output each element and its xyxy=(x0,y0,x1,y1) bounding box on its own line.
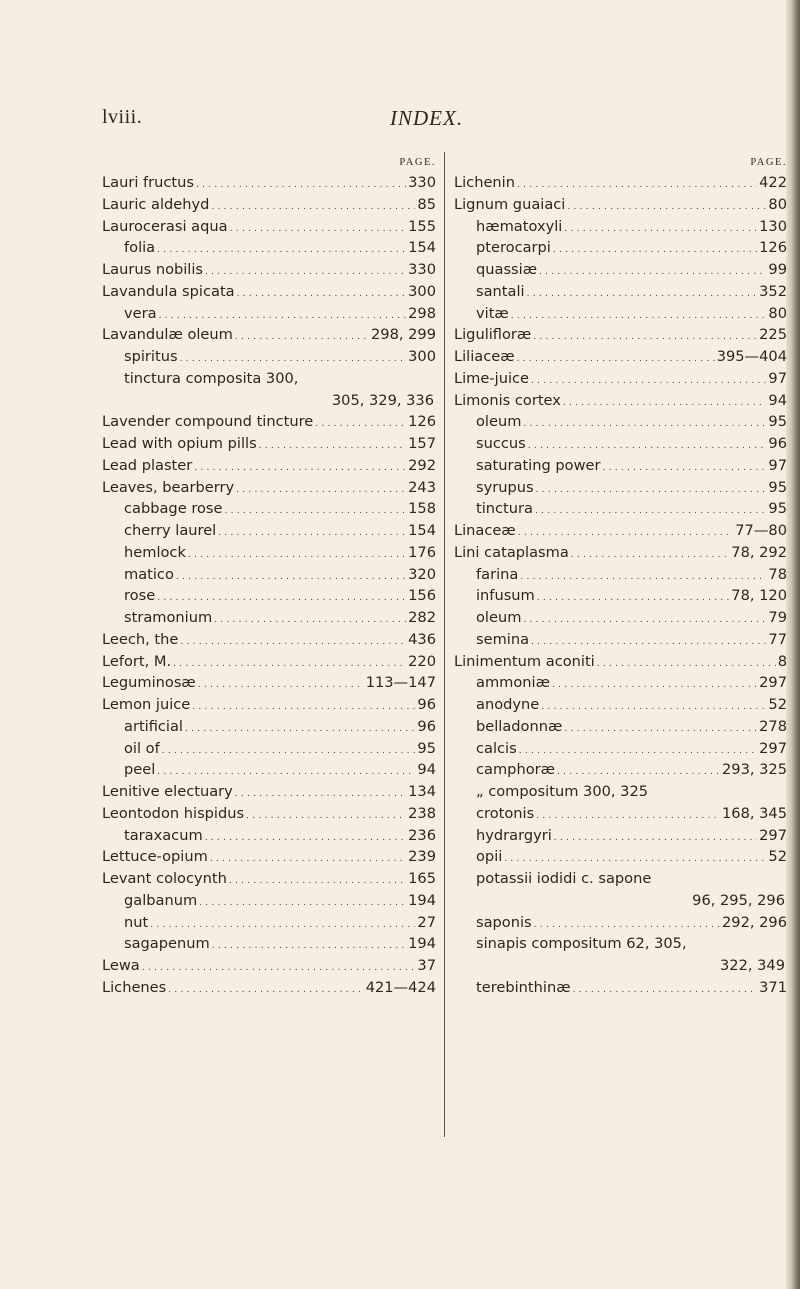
index-entry xyxy=(102,781,436,803)
entry-term: infusum xyxy=(476,587,535,605)
dot-leader xyxy=(534,912,720,934)
entry-page-ref: 96 xyxy=(417,717,436,735)
dot-leader xyxy=(259,433,406,455)
entry-page-ref: 239 xyxy=(408,848,436,866)
entry-term: tinctura xyxy=(476,500,533,518)
entry-term: oleum xyxy=(476,413,522,431)
dot-leader xyxy=(210,846,406,868)
dot-leader xyxy=(557,759,720,781)
page-column-label: PAGE. xyxy=(750,157,787,168)
index-entry xyxy=(454,194,787,216)
index-entry xyxy=(102,259,436,281)
dot-leader xyxy=(212,933,406,955)
index-entry xyxy=(454,237,787,259)
entry-page-ref: 154 xyxy=(408,239,436,257)
entry-term: peel xyxy=(124,761,156,779)
index-entry xyxy=(102,933,436,955)
dot-leader xyxy=(157,237,406,259)
dot-leader xyxy=(185,716,415,738)
index-entry xyxy=(454,759,787,781)
entry-page-ref: 157 xyxy=(408,435,436,452)
entry-term: Lavandula spicata xyxy=(102,282,235,300)
entry-term: saturating power xyxy=(476,456,601,474)
entry-term: sagapenum xyxy=(124,935,210,953)
entry-page-ref: 113—147 xyxy=(365,674,436,692)
entry-page-ref: 79 xyxy=(768,609,787,626)
entry-term: Lignum guaiaci xyxy=(454,195,566,213)
entry-term: terebinthinæ xyxy=(476,978,571,996)
entry-term: Laurus nobilis xyxy=(102,261,204,278)
index-entry xyxy=(102,281,436,303)
entry-term: stramonium xyxy=(124,609,213,626)
entry-term: sinapis compositum 62, 305, xyxy=(476,935,687,953)
entry-page-ref: 292 xyxy=(408,456,436,474)
entry-term: Lavandulæ oleum xyxy=(102,326,233,344)
dot-leader xyxy=(533,324,757,346)
index-entry xyxy=(454,803,787,825)
dot-leader xyxy=(162,738,416,760)
entry-term: anodyne xyxy=(476,696,540,713)
entry-term: tinctura composita 300, xyxy=(124,369,299,387)
entry-term: succus xyxy=(476,435,526,452)
index-entry xyxy=(454,564,787,586)
page-column-label: PAGE. xyxy=(399,157,436,168)
index-entry xyxy=(102,846,436,868)
entry-term: taraxacum xyxy=(124,826,203,844)
entry-page-ref: 300 xyxy=(408,282,436,300)
entry-term: rose xyxy=(124,587,156,605)
index-entry xyxy=(454,390,787,412)
page-edge-shadow xyxy=(786,0,800,1289)
entry-term: Leontodon hispidus xyxy=(102,804,245,822)
dot-leader xyxy=(315,411,406,433)
index-entry xyxy=(102,564,436,586)
dot-leader xyxy=(564,216,757,238)
dot-leader xyxy=(523,607,766,629)
index-entry xyxy=(102,455,436,477)
index-entry xyxy=(454,542,787,564)
entry-term: Ligulifloræ xyxy=(454,326,532,344)
entry-term: vera xyxy=(124,304,157,322)
entry-page-ref: 27 xyxy=(417,913,436,931)
entry-term: Lead with opium pills xyxy=(102,435,257,452)
index-entry xyxy=(454,346,787,368)
dot-leader xyxy=(246,803,406,825)
dot-leader xyxy=(211,194,415,216)
dot-leader xyxy=(159,303,407,325)
entry-page-ref: 96 xyxy=(768,435,787,452)
entry-page-ref: 95 xyxy=(417,739,436,757)
index-entry xyxy=(102,303,436,325)
entry-term: 305, 329, 336 xyxy=(331,391,434,409)
entry-term: 322, 349 xyxy=(720,957,785,974)
dot-leader xyxy=(511,303,767,325)
index-entry xyxy=(454,933,787,955)
entry-page-ref: 126 xyxy=(408,413,436,431)
entry-page-ref: 282 xyxy=(408,609,436,626)
entry-page-ref: 155 xyxy=(408,217,436,235)
entry-term: vitæ xyxy=(476,304,509,322)
entry-term: calcis xyxy=(476,739,517,757)
dot-leader xyxy=(552,672,757,694)
entry-term: quassiæ xyxy=(476,261,538,278)
entry-page-ref: 77 xyxy=(768,630,787,648)
index-column-left xyxy=(102,157,436,999)
index-entry xyxy=(454,868,787,890)
entry-term: Lime-juice xyxy=(454,369,530,387)
dot-leader xyxy=(528,433,767,455)
entry-term: syrupus xyxy=(476,478,534,496)
running-title: INDEX. xyxy=(390,106,464,130)
entry-term: Leech, the xyxy=(102,630,179,648)
entry-page-ref: 330 xyxy=(408,261,436,278)
entry-term: Linaceæ xyxy=(454,522,516,539)
entry-page-ref: 352 xyxy=(759,282,787,300)
dot-leader xyxy=(573,977,758,999)
dot-leader xyxy=(518,520,734,542)
dot-leader xyxy=(517,346,715,368)
index-entry xyxy=(454,585,787,607)
index-entry xyxy=(454,694,787,716)
dot-leader xyxy=(504,846,766,868)
dot-leader xyxy=(194,455,406,477)
index-entry xyxy=(454,259,787,281)
index-entry xyxy=(102,390,436,412)
entry-page-ref: 297 xyxy=(759,826,787,844)
entry-term: ammoniæ xyxy=(476,674,550,692)
dot-leader xyxy=(235,781,406,803)
index-entry xyxy=(454,216,787,238)
dot-leader xyxy=(180,346,407,368)
index-entry xyxy=(454,890,787,912)
dot-leader xyxy=(236,477,406,499)
dot-leader xyxy=(230,216,407,238)
running-header xyxy=(102,106,742,136)
dot-leader xyxy=(531,629,766,651)
entry-term: artificial xyxy=(124,717,183,735)
index-entry xyxy=(454,738,787,760)
index-entry xyxy=(102,324,436,346)
entry-page-ref: 278 xyxy=(759,717,787,735)
index-entry xyxy=(454,607,787,629)
entry-page-ref: 293, 325 xyxy=(722,761,787,779)
entry-term: saponis xyxy=(476,913,532,931)
index-entry xyxy=(454,172,787,194)
entry-page-ref: 298 xyxy=(408,304,436,322)
entry-term: potassii iodidi c. sapone xyxy=(476,870,652,887)
index-entry xyxy=(102,585,436,607)
index-entry xyxy=(102,498,436,520)
index-entry xyxy=(102,868,436,890)
index-entry xyxy=(102,411,436,433)
index-entry xyxy=(102,172,436,194)
entry-page-ref: 320 xyxy=(408,565,436,583)
entry-term: hemlock xyxy=(124,543,186,561)
entry-term: Leaves, bearberry xyxy=(102,478,235,496)
dot-leader xyxy=(218,520,406,542)
index-entry xyxy=(454,651,787,673)
entry-term: oleum xyxy=(476,609,522,626)
dot-leader xyxy=(199,890,406,912)
entry-term: „ compositum 300, 325 xyxy=(476,783,649,800)
entry-page-ref: 130 xyxy=(759,217,787,235)
entry-page-ref: 52 xyxy=(768,696,787,713)
index-entry xyxy=(102,694,436,716)
dot-leader xyxy=(188,542,406,564)
entry-page-ref: 176 xyxy=(408,543,436,561)
entry-term: Leguminosæ xyxy=(102,674,196,692)
dot-leader xyxy=(192,694,415,716)
dot-leader xyxy=(564,716,757,738)
entry-page-ref: 154 xyxy=(408,522,436,539)
entry-page-ref: 156 xyxy=(408,587,436,605)
index-entry xyxy=(454,955,787,977)
dot-leader xyxy=(520,564,766,586)
entry-page-ref: 236 xyxy=(408,826,436,844)
dot-leader xyxy=(214,607,406,629)
entry-term: Liliaceæ xyxy=(454,348,515,365)
index-entry xyxy=(102,825,436,847)
entry-term: Limonis cortex xyxy=(454,391,561,409)
dot-leader xyxy=(176,564,406,586)
entry-page-ref: 78 xyxy=(768,565,787,583)
entry-term: Lauric aldehyd xyxy=(102,195,210,213)
entry-page-ref: 97 xyxy=(768,456,787,474)
entry-term: hæmatoxyli xyxy=(476,217,563,235)
dot-leader xyxy=(523,411,766,433)
dot-leader xyxy=(563,390,767,412)
dot-leader xyxy=(535,498,766,520)
index-entry xyxy=(454,716,787,738)
entry-page-ref: 77—80 xyxy=(735,522,787,539)
dot-leader xyxy=(229,868,406,890)
entry-page-ref: 96 xyxy=(417,696,436,713)
entry-page-ref: 300 xyxy=(408,348,436,365)
dot-leader xyxy=(173,651,406,673)
entry-page-ref: 220 xyxy=(408,652,436,670)
dot-leader xyxy=(554,825,757,847)
entry-term: Linimentum aconiti xyxy=(454,652,595,670)
index-entry xyxy=(102,672,436,694)
dot-leader xyxy=(539,259,766,281)
entry-page-ref: 436 xyxy=(408,630,436,648)
index-entry xyxy=(454,303,787,325)
index-entry xyxy=(454,825,787,847)
page-number: lviii. xyxy=(102,106,143,128)
dot-leader xyxy=(567,194,766,216)
index-entry xyxy=(454,281,787,303)
dot-leader xyxy=(537,585,730,607)
entry-page-ref: 99 xyxy=(768,261,787,278)
index-entry xyxy=(102,759,436,781)
dot-leader xyxy=(571,542,730,564)
dot-leader xyxy=(180,629,406,651)
entry-term: crotonis xyxy=(476,804,535,822)
dot-leader xyxy=(536,477,767,499)
dot-leader xyxy=(517,172,757,194)
entry-term: santali xyxy=(476,282,525,300)
entry-term: Lettuce-opium xyxy=(102,848,208,866)
index-entry xyxy=(102,912,436,934)
index-entry xyxy=(102,890,436,912)
entry-term: Lefort, M. xyxy=(102,652,172,670)
index-entry xyxy=(102,237,436,259)
index-entry xyxy=(102,716,436,738)
entry-page-ref: 371 xyxy=(759,978,787,996)
entry-term: Lenitive electuary xyxy=(102,783,233,800)
entry-term: Lini cataplasma xyxy=(454,543,569,561)
dot-leader xyxy=(196,172,406,194)
index-entry xyxy=(454,520,787,542)
entry-page-ref: 80 xyxy=(768,304,787,322)
entry-page-ref: 8 xyxy=(777,652,787,670)
column-divider xyxy=(444,152,445,1137)
entry-page-ref: 158 xyxy=(408,500,436,518)
entry-page-ref: 80 xyxy=(768,195,787,213)
entry-term: Lauri fructus xyxy=(102,174,195,191)
entry-page-ref: 243 xyxy=(408,478,436,496)
index-entry xyxy=(454,455,787,477)
dot-leader xyxy=(603,455,767,477)
index-entry xyxy=(454,433,787,455)
entry-term: Laurocerasi aqua xyxy=(102,217,228,235)
entry-page-ref: 97 xyxy=(768,369,787,387)
entry-term: Lewa xyxy=(102,957,140,974)
dot-leader xyxy=(150,912,415,934)
index-entry xyxy=(102,629,436,651)
entry-page-ref: 225 xyxy=(759,326,787,344)
dot-leader xyxy=(553,237,757,259)
entry-term: pterocarpi xyxy=(476,239,551,257)
entry-term: Levant colocynth xyxy=(102,870,227,887)
entry-term: Lichenes xyxy=(102,978,167,996)
index-entry xyxy=(102,520,436,542)
index-entry xyxy=(454,912,787,934)
index-entry xyxy=(454,368,787,390)
entry-term: matico xyxy=(124,565,174,583)
index-entry xyxy=(454,629,787,651)
entry-term: spiritus xyxy=(124,348,178,365)
dot-leader xyxy=(205,825,406,847)
index-entry xyxy=(454,411,787,433)
dot-leader xyxy=(225,498,407,520)
entry-page-ref: 85 xyxy=(417,195,436,213)
index-entry xyxy=(102,651,436,673)
entry-term: opii xyxy=(476,848,503,866)
entry-term: 96, 295, 296 xyxy=(692,891,785,909)
entry-page-ref: 297 xyxy=(759,739,787,757)
entry-term: cherry laurel xyxy=(124,522,217,539)
entry-term: oil of xyxy=(124,739,160,757)
dot-leader xyxy=(157,759,415,781)
index-entry xyxy=(454,977,787,999)
entry-term: folia xyxy=(124,239,156,257)
entry-page-ref: 126 xyxy=(759,239,787,257)
index-entry xyxy=(102,738,436,760)
dot-leader xyxy=(541,694,766,716)
entry-term: belladonnæ xyxy=(476,717,563,735)
entry-page-ref: 395—404 xyxy=(716,348,787,365)
entry-page-ref: 95 xyxy=(768,478,787,496)
index-entry xyxy=(454,477,787,499)
entry-term: hydrargyri xyxy=(476,826,552,844)
index-entry xyxy=(102,216,436,238)
dot-leader xyxy=(519,738,757,760)
index-entry xyxy=(454,672,787,694)
entry-term: cabbage rose xyxy=(124,500,223,518)
index-entry xyxy=(454,324,787,346)
entry-page-ref: 297 xyxy=(759,674,787,692)
entry-page-ref: 95 xyxy=(768,413,787,431)
entry-page-ref: 194 xyxy=(408,935,436,953)
entry-page-ref: 94 xyxy=(417,761,436,779)
entry-term: galbanum xyxy=(124,891,198,909)
index-entry xyxy=(102,346,436,368)
entry-term: Lemon juice xyxy=(102,696,191,713)
dot-leader xyxy=(142,955,416,977)
index-entry xyxy=(102,803,436,825)
entry-page-ref: 194 xyxy=(408,891,436,909)
entry-term: Lavender compound tincture xyxy=(102,413,314,431)
entry-term: Lichenin xyxy=(454,174,515,191)
index-entry xyxy=(454,498,787,520)
index-entry xyxy=(454,781,787,803)
dot-leader xyxy=(235,324,369,346)
index-column-right xyxy=(454,157,787,999)
index-entry xyxy=(102,607,436,629)
index-entry xyxy=(102,194,436,216)
dot-leader xyxy=(205,259,406,281)
dot-leader xyxy=(157,585,406,607)
entry-page-ref: 78, 292 xyxy=(731,543,787,561)
entry-page-ref: 37 xyxy=(417,957,436,974)
entry-page-ref: 330 xyxy=(408,174,436,191)
entry-page-ref: 292, 296 xyxy=(722,913,787,931)
entry-page-ref: 94 xyxy=(768,391,787,409)
index-entry xyxy=(102,542,436,564)
index-entry xyxy=(454,846,787,868)
entry-page-ref: 421—424 xyxy=(365,978,436,996)
dot-leader xyxy=(198,672,364,694)
entry-page-ref: 168, 345 xyxy=(722,804,787,822)
index-entry xyxy=(102,477,436,499)
entry-term: camphoræ xyxy=(476,761,555,779)
entry-page-ref: 95 xyxy=(768,500,787,518)
entry-term: nut xyxy=(124,913,149,931)
entry-page-ref: 78, 120 xyxy=(731,587,787,605)
dot-leader xyxy=(597,651,776,673)
entry-page-ref: 52 xyxy=(768,848,787,866)
dot-leader xyxy=(531,368,766,390)
dot-leader xyxy=(168,977,363,999)
entry-page-ref: 238 xyxy=(408,804,436,822)
entry-page-ref: 134 xyxy=(408,783,436,800)
dot-leader xyxy=(237,281,407,303)
entry-page-ref: 165 xyxy=(408,870,436,887)
dot-leader xyxy=(527,281,758,303)
index-entry xyxy=(102,433,436,455)
entry-page-ref: 422 xyxy=(759,174,787,191)
entry-page-ref: 298, 299 xyxy=(371,326,436,344)
index-entry xyxy=(102,368,436,390)
index-entry xyxy=(102,955,436,977)
dot-leader xyxy=(536,803,720,825)
entry-term: semina xyxy=(476,630,530,648)
index-entry xyxy=(102,977,436,999)
entry-term: farina xyxy=(476,565,519,583)
entry-term: Lead plaster xyxy=(102,456,193,474)
